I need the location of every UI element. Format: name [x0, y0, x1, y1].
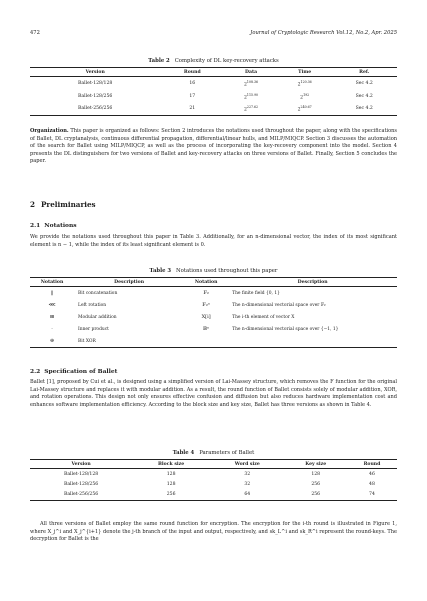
table-header: Key size: [284, 460, 346, 469]
table-header: Time: [278, 68, 332, 77]
table-header: Version: [30, 68, 160, 77]
subsection-heading: 2.1 Notations: [30, 222, 77, 229]
table-header: Notation: [30, 278, 74, 287]
table-row: ⋘ Left rotation 𝔽₂ⁿ The n-dimensional vectorial space over 𝔽₂: [48, 302, 326, 309]
table-3: [30, 277, 397, 348]
table-row: Ballet-256/256 21 $2^{227.62}$ $2^{240.67}$ Sec 4.2: [30, 103, 397, 116]
table-row: ⊞ Modular addition X[i] The i-th element of vector X: [49, 314, 295, 321]
table-row: Ballet-128/128 16 $2^{108.36}$ $2^{120.36}$ Sec 4.2: [78, 79, 373, 88]
ballet-spec-paragraph: Ballet [1], proposed by Cui et al., is designed using a simplified version of Lai-Massey structure, which removes the F function for the original Lai-Massey structure and replaces it with modular addition. As a result, the round function of Ballet consists solely of modular addition, XOR, and rotation operations. This design not only ensures effective confusion and diffusion but also reduces hardware implementation cost and enhances software implementation efficiency. According to the block size and key size, Ballet has three versions as shown in Table 4.: [30, 379, 397, 408]
page-number: 472: [30, 30, 40, 36]
table-2-block: [30, 58, 397, 116]
table-4-caption: Table 4 Parameters of Ballet: [172, 450, 255, 456]
table-header: Version: [30, 460, 132, 469]
table-header: Description: [74, 278, 184, 287]
table-2-caption: Table 2 Complexity of DL key-recovery attacks: [148, 58, 279, 64]
notations-paragraph: We provide the notations used throughout this paper in Table 3. Additionally, for an n-dimensional vector, the index of its most significant element is n − 1, while the index of its least significant element is 0.: [30, 234, 397, 248]
table-header: Round: [347, 460, 397, 469]
section-heading: 2 Preliminaries: [30, 200, 96, 209]
table-4-block: [30, 450, 397, 501]
table-header: Word size: [210, 460, 284, 469]
table-header: Ref.: [331, 68, 397, 77]
table-header: Description: [228, 278, 397, 287]
table-header: Round: [160, 68, 224, 77]
table-row: Ballet-256/256 256 64 256 74: [30, 490, 397, 501]
table-row: ‖ Bit concatenation 𝔽₂ The finite field {0, 1}: [50, 290, 280, 297]
table-3-block: [30, 268, 397, 348]
table-row: · Inner product 𝔹ⁿ The n-dimensional vectorial space over {−1, 1}: [51, 326, 339, 333]
table-3-caption: Table 3 Notations used throughout this paper: [149, 268, 278, 274]
table-row: ⊕ Bit XOR: [30, 335, 397, 348]
table-row: Ballet-128/128 128 32 128 46: [63, 471, 375, 477]
table-2: [30, 67, 397, 116]
table-row: Ballet-128/256 17 $2^{115.90}$ $2^{192}$ Sec 4.2: [78, 92, 373, 101]
journal-title: Journal of Cryptologic Research Vol.12, No.2, Apr. 2025: [250, 30, 397, 36]
subsection-heading: 2.2 Specification of Ballet: [30, 368, 118, 375]
table-header: Notation: [184, 278, 228, 287]
table-4: [30, 459, 397, 501]
table-header: Block size: [132, 460, 210, 469]
table-row: Ballet-128/256 128 32 256 48: [63, 481, 375, 487]
table-header: Data: [224, 68, 278, 77]
organization-paragraph: Organization. This paper is organized as follows: Section 2 introduces the notations used throughout the paper, along with the specifications of Ballet, DL cryptanalysis, continuous differential propagation, differential/linear hulls, and MILP/MIQCP. Section 3 discusses the automation of the search for Ballet using MILP/MIQCP, as well as the process of incorporating the key-recovery component into the model. Section 4 presents the DL distinguishers for two versions of Ballet and key-recovery attacks on three versions of Ballet. Finally, Section 5 concludes the paper.: [30, 128, 397, 165]
closing-paragraph: All three versions of Ballet employ the same round function for encryption. The encryption for the i-th round is illustrated in Figure 1, where X_j^i and X_j^{i+1} denote the j-th branch of the input and output, respectively, and sk_L^i and sk_R^i represent the round-keys. The decryption for Ballet is the: [30, 521, 397, 543]
running-header: [30, 30, 397, 36]
